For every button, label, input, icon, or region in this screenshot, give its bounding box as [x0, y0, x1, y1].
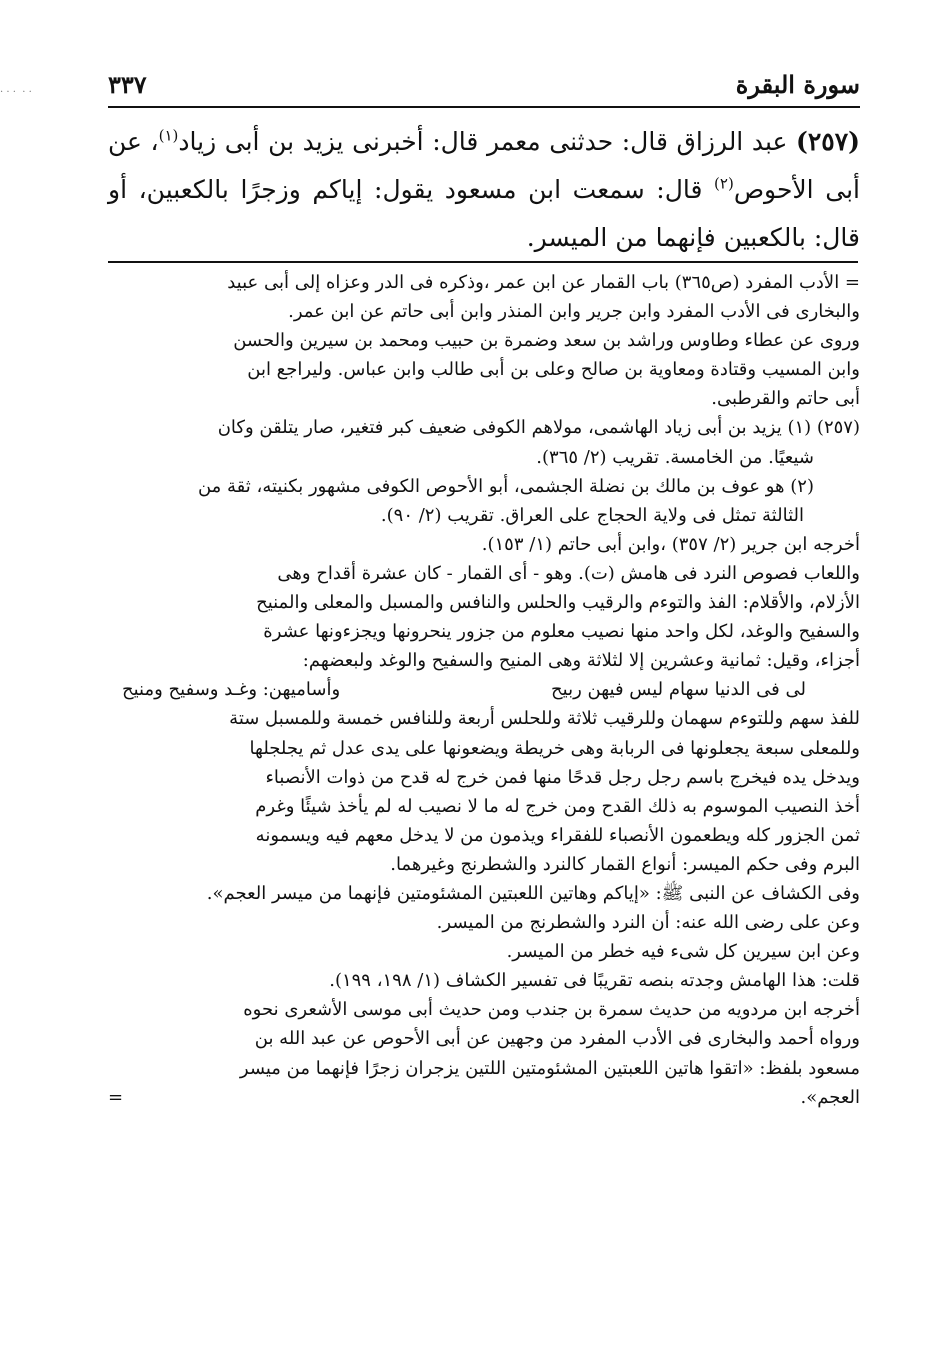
hadith-line2-a: الأحوص [733, 175, 814, 204]
footnote-line: قلت: هذا الهامش وجدته بنصه تقريبًا فى تفسير الكشاف (١/ ١٩٨، ١٩٩). [329, 970, 860, 992]
footnote-line: (٢) هو عوف بن مالك بن نضلة الجشمى، أبو الأحوص الكوفى مشهور بكنيته، ثقة من [197, 475, 814, 497]
continuation-mark: = [108, 1086, 124, 1108]
footnote-line: وابن المسيب وقتادة ومعاوية بن صالح وعلى بن أبى طالب وابن عباس. وليراجع ابن [247, 359, 860, 381]
footnote-ref-1: (١) [158, 126, 179, 145]
poetry-verse [108, 675, 860, 704]
footnote-line: شيعيًا. من الخامسة. تقريب (٢/ ٣٦٥). [536, 446, 814, 468]
surah-title: سورة البقرة [735, 69, 860, 99]
hadith-text [108, 118, 860, 262]
footnote-line: مسعود بلفظ: «اتقوا هاتين اللعبتين المشئومتين اللتين يزجران زجرًا فإنهما من ميسر [239, 1057, 860, 1079]
footnote-line: وروى عن عطاء وطاوس وراشد بن سعد وضمرة بن حبيب ومحمد بن سيرين والحسن [233, 330, 860, 352]
scan-margin-marks: . . . . . [0, 84, 32, 95]
footnote-line: (٢٥٧) (١) يزيد بن أبى زياد الهاشمى، مولاهم الكوفى ضعيف كبر فتغير، صار يتلقن وكان [217, 417, 860, 439]
page-header [108, 64, 860, 104]
footnote-line: أجزاء، وقيل: ثمانية وعشرين إلا لثلاثة وهى المنيح والسفيح والوغد ولبعضهم: [302, 650, 860, 672]
footnote-line: أخرجه ابن مردويه من حديث سمرة بن جندب ومن حديث أبى موسى الأشعرى نحوه [243, 999, 860, 1021]
page-number: ٣٣٧ [108, 69, 147, 99]
footnote-line: ويدخل يده فيخرج باسم رجل رجل قدحًا منها فمن خرج له قدح من ذوات الأنصباء [265, 766, 860, 788]
footnote-line: وعن على رضى الله عنه: أن النرد والشطرنج من الميسر. [436, 912, 860, 934]
hadith-line1-a: عبد الرزاق قال: حدثنى معمر قال: أخبرنى يزيد بن أبى زياد [178, 127, 797, 156]
footnote-line: وفى الكشاف عن النبى ﷺ: «إياكم وهاتين اللعبتين المشئومتين فإنهما من ميسر العجم». [206, 882, 860, 904]
footnote-line: وعن ابن سيرين كل شىء فيه خطر من الميسر. [506, 941, 860, 963]
footnote-line: للفذ سهم وللتوءم سهمان وللرقيب ثلاثة وللحلس أربعة وللنافس خمسة وللمسبل ستة [229, 708, 860, 730]
footnote-line: الأزلام، والأقلام: الفذ والتوءم والرقيب والحلس والنافس والمسبل والمعلى والمنيح [256, 592, 860, 614]
footnote-last-row [108, 1083, 860, 1112]
footnote-line: ورواه أحمد والبخارى فى الأدب المفرد من وجهين عن أبى الأحوص عن عبد الله بن [254, 1028, 860, 1050]
hadith-number: (٢٥٧) [796, 127, 860, 156]
footnote-ref-2: (٢) [714, 174, 734, 193]
footnote-line: أخرجه ابن جرير (٢/ ٣٥٧) ،وابن أبى حاتم (١/ ١٥٣). [481, 533, 860, 555]
footnote-line: وللمعلى سبعة يجعلونها فى الربابة وهى خريطة ويضعونها على يدى عدل ثم يجلجلها [249, 737, 860, 759]
footnote-line: الثالثة تمثل فى ولاية الحجاج على العراق. تقريب (٢/ ٩٠). [380, 504, 804, 526]
footnote-divider [108, 261, 858, 263]
footnote-line: ثمن الجزور كله ويطعمون الأنصباء للفقراء ويذمون من لا يدخل معهم فيه ويسمونه [255, 824, 860, 846]
footnotes [108, 268, 860, 1112]
footnote-line: البرم وفى حكم الميسر: أنواع القمار كالنرد والشطرنج وغيرهما. [390, 853, 860, 875]
footnote-line: واللعاب فصوص النرد فى هامش (ت). وهو - أى القمار - كان عشرة أقداح وهى [277, 562, 860, 584]
footnote-line: العجم». [800, 1086, 860, 1108]
footnote-line: والسفيح والوغد، لكل واحد منها نصيب معلوم من جزور ينحرونها ويجزءونها عشرة [263, 621, 860, 643]
header-divider [108, 106, 860, 108]
hadith-line1-b: ، عن أبى [108, 127, 860, 204]
footnote-line: والبخارى فى الأدب المفرد وابن جرير وابن المنذر وابن أبى حاتم عن ابن عمر. [288, 301, 860, 323]
footnote-line: أبى حاتم والقرطبى. [711, 388, 860, 410]
verse-second-hemistich: وأساميهن: وغـد وسفيح ومنيح [122, 679, 341, 701]
footnote-line: = الأدب المفرد (ص٣٦٥) باب القمار عن ابن عمر ،وذكره فى الدر وعزاه إلى أبى عبيد [227, 272, 860, 293]
verse-first-hemistich: لى فى الدنيا سهام ليس فيهن ربيح [551, 679, 806, 701]
hadith-line2-b: قال: سمعت ابن مسعود يقول: إياكم وزجرًا بالكعبين، أو قال: بالكعبين [108, 175, 860, 252]
footnote-line: أخذ النصيب الموسوم به ذلك القدح ومن خرج له ما لا نصيب له لم يأخذ شيئًا وغرم [255, 795, 860, 817]
hadith-line3: فإنهما من الميسر. [526, 223, 716, 252]
